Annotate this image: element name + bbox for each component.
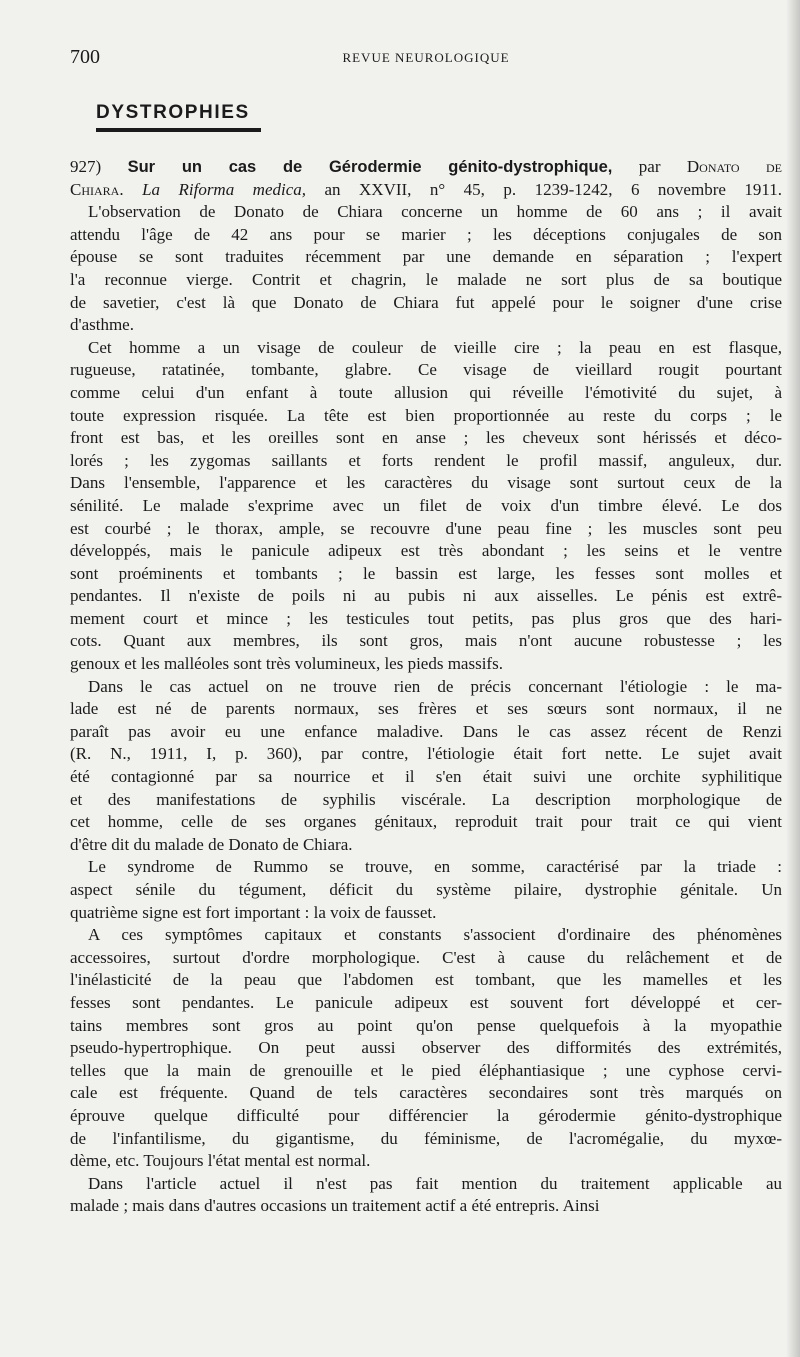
page-edge-shadow [786,0,800,1357]
text-line: pseudo-hypertrophique. On peut aussi observer des difformités des extrémités, [70,1038,782,1058]
text-line: l'a reconnue vierge. Contrit et chagrin, le malade ne sort plus de sa boutique [70,269,782,289]
text-line: de savetier, c'est là que Donato de Chiara fut appelé pour le soigner d'une crise [70,292,782,312]
text-line: lorés ; les zygomas saillants et forts rendent le profil massif, anguleux, dur. [70,450,782,470]
text-line: mement court et mince ; les testicules tout petits, pas plus gros que des hari- [70,608,782,628]
text-line: Cet homme a un visage de couleur de vieille cire ; la peau en est flasque, [88,337,782,357]
text-line: sénilité. Le malade s'exprime avec un filet de voix d'un timbre élevé. Le dos [70,495,782,515]
text-line: de l'infantilisme, du gigantisme, du féminisme, de l'acromégalie, du myxœ- [70,1128,782,1148]
text-line: est courbé ; le thorax, ample, se recouvre d'une peau fine ; les muscles sont peu [70,518,782,538]
text-line: front est bas, et les oreilles sont en anse ; les cheveux sont hérissés et déco- [70,428,782,448]
text-line: (R. N., 1911, I, p. 360), par contre, l'étiologie était fort nette. Le sujet avait [70,744,782,764]
text-line: telles que la main de grenouille et le pied éléphantiasique ; une cyphose cervi- [70,1060,782,1080]
text-line: quatrième signe est fort important : la voix de fausset. [70,902,437,922]
text-line: d'asthme. [70,315,134,335]
article-title: Sur un cas de Gérodermie génito-dystrophique, [127,158,613,176]
text-line: éprouve quelque difficulté pour différencier la gérodermie génito-dystrophique [70,1105,782,1125]
text-line: cots. Quant aux membres, ils sont gros, mais n'ont aucune robustesse ; les [70,631,782,651]
text-line: fesses sont pendantes. Le panicule adipeux est souvent fort développé et cer- [70,992,782,1012]
author-first: Donato de [686,157,782,176]
text-line: comme celui d'un enfant à toute allusion qui réveille l'émotivité du sujet, à [70,382,782,402]
text-line: développés, mais le panicule adipeux est très abondant ; les seins et le ventre [70,541,782,561]
text-line: épouse se sont traduites récemment par une demande en séparation ; l'expert [70,247,782,267]
page-header [70,46,782,74]
text-line: été contagionné par sa nourrice et il s'en était suivi une orchite syphilitique [70,767,782,787]
text-line: Le syndrome de Rummo se trouve, en somme, caractérisé par la triade : [88,857,782,877]
text-line: d'être dit du malade de Donato de Chiara. [70,834,353,854]
journal-name: La Riforma medica, [142,179,307,199]
text-line: sont proéminents et tombants ; le bassin est large, les fesses sont molles et [70,563,782,583]
text-line: Dans l'article actuel il n'est pas fait mention du traitement applicable au [88,1173,782,1193]
text-line: genoux et les malléoles sont très volumineux, les pieds massifs. [70,654,503,674]
text-line: L'observation de Donato de Chiara concerne un homme de 60 ans ; il avait [88,202,782,222]
author-last: Chiara. [70,179,124,199]
text-line: paraît pas avoir eu une enfance maladive. Dans le cas assez récent de Renzi [70,721,782,741]
text-line: malade ; mais dans d'autres occasions un traitement actif a été entrepris. Ainsi [70,1196,600,1216]
text-line: aspect sénile du tégument, déficit du système pilaire, dystrophie génitale. Un [70,880,782,899]
article-body [70,156,782,1218]
text-line: pendantes. Il n'existe de poils ni au pubis ni aux aisselles. Le pénis est extrê- [70,586,782,606]
article-number: 927) [70,157,102,176]
text-line: et des manifestations de syphilis viscérale. La description morphologique de [70,789,782,809]
text-line: rugueuse, ratatinée, tombante, glabre. Ce visage de vieillard rougit pourtant [70,360,782,380]
text-line: toute expression risquée. La tête est bien proportionnée au reste du corps ; le [70,405,782,425]
text-line: accessoires, surtout d'ordre morphologique. C'est à cause du relâchement et de [70,947,782,967]
article-by: par [612,157,687,176]
text-line: dème, etc. Toujours l'état mental est normal. [70,1151,371,1171]
text-line: attendu l'âge de 42 ans pour se marier ; les déceptions conjugales de son [70,224,782,244]
citation-details: an XXVII, n° 45, p. 1239-1242, 6 novembre 1911. [306,179,782,199]
text-line: Dans le cas actuel on ne trouve rien de précis concernant l'étiologie : le ma- [88,676,782,696]
text-line: A ces symptômes capitaux et constants s'associent d'ordinaire des phénomènes [88,925,782,945]
heading-underline [96,128,261,132]
page-number: 700 [70,46,100,68]
text-line: l'inélasticité de la peau que l'abdomen est tombant, que les mamelles et les [70,970,782,990]
text-line: cale est fréquente. Quand de tels caractères secondaires sont très marqués on [70,1083,782,1103]
running-title: REVUE NEUROLOGIQUE [342,50,510,65]
text-line: tains membres sont gros au point qu'on pense quelquefois à la myopathie [70,1015,782,1035]
article-title-line [70,156,782,179]
section-heading: DYSTROPHIES [96,102,250,123]
text-line: lade est né de parents normaux, ses frères et ses sœurs sont normaux, il ne [70,699,782,719]
text-line: Dans l'ensemble, l'apparence et les caractères du visage sont surtout ceux de la [70,473,782,493]
article-citation-line [70,179,782,202]
text-line: cet homme, celle de ses organes génitaux, reproduit trait pour trait ce qui vient [70,812,782,832]
